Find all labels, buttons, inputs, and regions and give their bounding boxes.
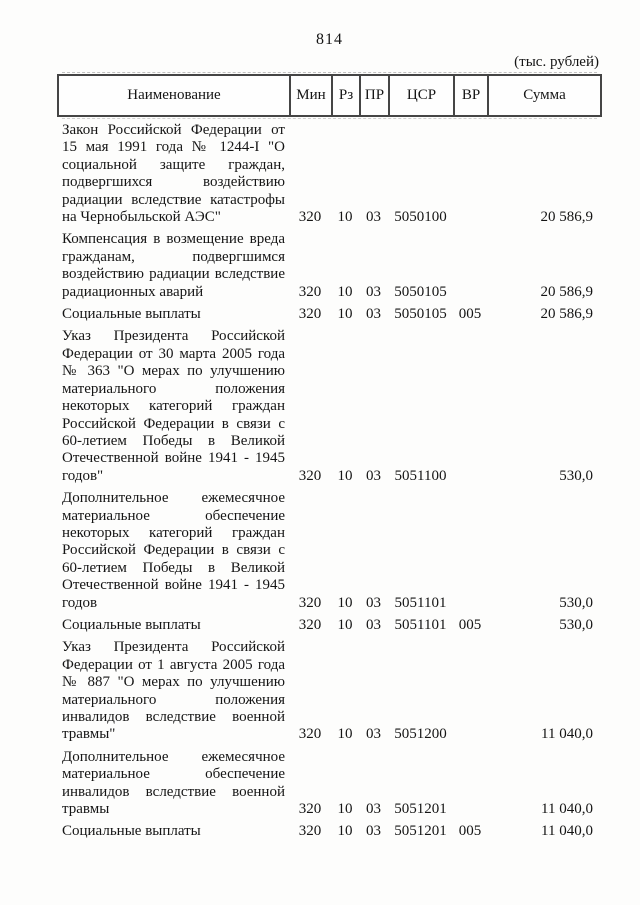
table-row (57, 823, 602, 840)
row-pr: 03 (366, 823, 381, 840)
row-csr: 5051101 (394, 594, 447, 611)
row-csr: 5051200 (394, 726, 447, 743)
table-row (57, 617, 602, 634)
column-header-name: Наименование (59, 76, 291, 115)
row-pr: 03 (366, 306, 381, 323)
row-rz: 10 (337, 616, 353, 633)
column-header-pr: ПР (361, 76, 390, 115)
row-csr: 5051101 (394, 616, 447, 633)
row-pr: 03 (366, 726, 381, 743)
row-csr: 5051201 (394, 823, 447, 840)
row-min: 320 (298, 726, 322, 743)
row-min: 320 (298, 283, 322, 300)
table-row (57, 328, 602, 485)
row-pr: 03 (366, 283, 381, 300)
row-name: Компенсация в возмещение вреда гражданам, подвергшимся воздействию радиации вследствие радиационных аварий (62, 231, 285, 300)
table-row (57, 639, 602, 743)
row-name: Закон Российской Федерации от 15 мая 1991 года № 1244-I "О социальной защите граждан, подвергшихся воздействию радиации вследствие катастрофы на Чернобыльской АЭС" (62, 122, 285, 226)
row-csr: 5050105 (394, 283, 447, 300)
row-name: Дополнительное ежемесячное материальное обеспечение инвалидов вследствие военной травмы (62, 748, 285, 818)
table-body (57, 117, 602, 841)
table-header-row (57, 74, 602, 117)
row-min: 320 (298, 209, 322, 226)
column-header-sum: Сумма (523, 87, 566, 103)
row-rz: 10 (337, 594, 353, 611)
row-vr: 005 (458, 306, 482, 323)
row-pr: 03 (366, 209, 381, 226)
row-rz: 10 (337, 209, 353, 226)
row-name: Указ Президента Российской Федерации от 1 августа 2005 года № 887 "О мерах по улучшению материального положения инвалидов вследствие военной травмы" (62, 639, 285, 743)
row-min: 320 (298, 594, 322, 611)
row-vr: 005 (458, 616, 482, 633)
row-name: Социальные выплаты (62, 306, 201, 323)
row-sum: 530,0 (559, 594, 593, 611)
row-min: 320 (298, 801, 322, 818)
row-rz: 10 (337, 726, 353, 743)
table-row (57, 749, 602, 819)
column-header-csr: ЦСР (390, 76, 455, 115)
page-number: 814 (316, 31, 343, 48)
row-rz: 10 (337, 306, 353, 323)
row-sum: 20 586,9 (540, 209, 593, 226)
row-rz: 10 (337, 467, 353, 484)
row-csr: 5050105 (394, 306, 447, 323)
units-note: (тыс. рублей) (514, 54, 599, 70)
row-sum: 530,0 (559, 616, 593, 633)
row-min: 320 (298, 467, 322, 484)
row-sum: 20 586,9 (540, 306, 593, 323)
row-sum: 11 040,0 (541, 801, 593, 818)
column-header-vr: ВР (455, 76, 489, 115)
row-sum: 530,0 (559, 467, 593, 484)
row-csr: 5051201 (394, 801, 447, 818)
row-pr: 03 (366, 467, 381, 484)
row-sum: 20 586,9 (540, 283, 593, 300)
table-row (57, 122, 602, 226)
row-min: 320 (298, 306, 322, 323)
budget-table (57, 74, 602, 841)
row-rz: 10 (337, 823, 353, 840)
row-csr: 5050100 (394, 209, 447, 226)
table-row (57, 231, 602, 301)
row-name: Указ Президента Российской Федерации от 30 марта 2005 года № 363 "О мерах по улучшению материального положения некоторых категорий граждан Российской Федерации в связи с 60-летием Победы в Великой Отечественной войне 1941 - 1945 годов" (62, 328, 285, 484)
row-name: Социальные выплаты (62, 823, 201, 840)
table-row (57, 490, 602, 612)
document-page (57, 0, 602, 841)
column-header-min: Мин (291, 76, 333, 115)
row-sum: 11 040,0 (541, 823, 593, 840)
row-pr: 03 (366, 594, 381, 611)
row-rz: 10 (337, 801, 353, 818)
table-row (57, 306, 602, 323)
row-vr: 005 (458, 823, 482, 840)
row-name: Социальные выплаты (62, 616, 201, 633)
row-pr: 03 (366, 616, 381, 633)
row-name: Дополнительное ежемесячное материальное обеспечение некоторых категорий граждан Российской Федерации в связи с 60-летием Победы в Великой Отечественной войне 1941 - 1945 годов (62, 490, 285, 611)
row-pr: 03 (366, 801, 381, 818)
row-csr: 5051100 (394, 467, 447, 484)
row-sum: 11 040,0 (541, 726, 593, 743)
column-header-rz: Рз (333, 76, 361, 115)
row-min: 320 (298, 616, 322, 633)
row-rz: 10 (337, 283, 353, 300)
row-min: 320 (298, 823, 322, 840)
